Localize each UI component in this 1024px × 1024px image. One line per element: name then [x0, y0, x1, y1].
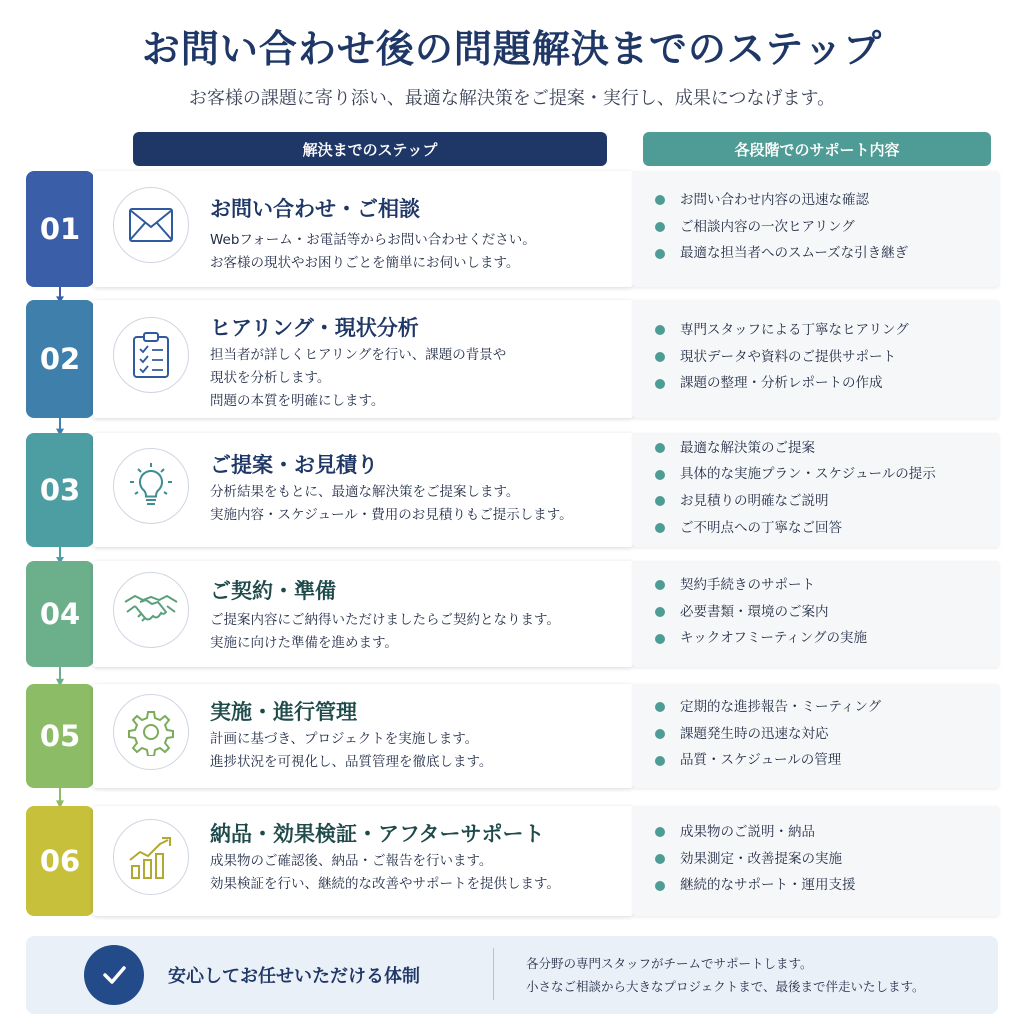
step-description-line: 計画に基づき、プロジェクトを実施します。 — [210, 731, 479, 747]
bullet-dot-icon — [655, 325, 665, 335]
bullet-dot-icon — [655, 881, 665, 891]
footer-title: 安心してお任せいただける体制 — [168, 966, 420, 987]
support-item-text: お見積りの明確なご説明 — [680, 492, 829, 509]
handshake-icon — [113, 572, 189, 648]
step-card — [93, 171, 633, 287]
support-item — [655, 599, 867, 626]
clipboard-checklist-icon — [113, 317, 189, 393]
step-description-line: 進捗状況を可視化し、品質管理を徹底します。 — [210, 754, 493, 770]
checkmark-icon — [84, 945, 144, 1005]
step-number-badge: 01 — [26, 171, 94, 287]
step-title: ご提案・お見積り — [210, 453, 378, 477]
step-description-line: 分析結果をもとに、最適な解決策をご提案します。 — [210, 484, 520, 500]
support-item-text: お問い合わせ内容の迅速な確認 — [680, 192, 869, 209]
support-item-text: 最適な解決策のご提案 — [680, 439, 815, 456]
support-item — [655, 488, 936, 515]
step-row — [0, 300, 1024, 418]
support-item — [655, 461, 936, 488]
step-description — [210, 344, 628, 413]
support-list — [655, 187, 908, 267]
step-description-line: 実施内容・スケジュール・費用のお見積りもご提示します。 — [210, 507, 573, 523]
bullet-dot-icon — [655, 352, 665, 362]
support-box — [633, 806, 999, 916]
support-item-text: ご相談内容の一次ヒアリング — [680, 218, 855, 235]
support-item — [655, 625, 867, 652]
growth-chart-icon — [113, 819, 189, 895]
step-description-line: 担当者が詳しくヒアリングを行い、課題の背景や — [210, 347, 507, 363]
step-row — [0, 684, 1024, 788]
step-title: お問い合わせ・ご相談 — [210, 197, 420, 221]
bullet-dot-icon — [655, 443, 665, 453]
bullet-dot-icon — [655, 854, 665, 864]
step-card — [93, 433, 633, 547]
support-item — [655, 572, 867, 599]
support-item-text: 具体的な実施プラン・スケジュールの提示 — [680, 466, 936, 483]
envelope-icon — [113, 187, 189, 263]
footer-line-2: 小さなご相談から大きなプロジェクトまで、最後まで伴走いたします。 — [526, 979, 925, 994]
gear-icon — [113, 694, 189, 770]
bullet-dot-icon — [655, 470, 665, 480]
step-number-badge: 02 — [26, 300, 94, 418]
bullet-dot-icon — [655, 634, 665, 644]
support-list — [655, 435, 936, 541]
support-item — [655, 846, 856, 873]
support-item-text: 品質・スケジュールの管理 — [680, 752, 842, 769]
step-description — [210, 229, 628, 275]
support-item-text: 成果物のご説明・納品 — [680, 824, 815, 841]
support-box — [633, 171, 999, 287]
bullet-dot-icon — [655, 249, 665, 259]
step-card — [93, 684, 633, 788]
step-title: ヒアリング・現状分析 — [210, 316, 419, 340]
step-description-line: 成果物のご確認後、納品・ご報告を行います。 — [210, 853, 493, 869]
step-number-badge: 04 — [26, 561, 94, 667]
step-description — [210, 728, 628, 774]
step-number-badge: 03 — [26, 433, 94, 547]
footer-banner — [26, 936, 998, 1014]
support-item-text: 効果測定・改善提案の実施 — [680, 850, 842, 867]
support-item — [655, 344, 909, 371]
step-description — [210, 609, 628, 655]
step-row — [0, 433, 1024, 547]
support-item-text: 必要書類・環境のご案内 — [680, 603, 829, 620]
support-item-text: 最適な担当者へのスムーズな引き継ぎ — [680, 245, 909, 262]
support-item — [655, 747, 881, 774]
support-box — [633, 433, 999, 547]
bullet-dot-icon — [655, 496, 665, 506]
step-row — [0, 561, 1024, 667]
support-item-text: 専門スタッフによる丁寧なヒアリング — [680, 322, 909, 339]
support-item-text: 課題発生時の迅速な対応 — [680, 725, 829, 742]
support-item-text: 定期的な進捗報告・ミーティング — [680, 699, 882, 716]
step-description — [210, 481, 628, 527]
support-item-text: 契約手続きのサポート — [680, 577, 815, 594]
support-item-text: 現状データや資料のご提供サポート — [680, 348, 896, 365]
step-row — [0, 171, 1024, 287]
step-row — [0, 806, 1024, 916]
footer-line-1: 各分野の専門スタッフがチームでサポートします。 — [526, 956, 813, 971]
support-item — [655, 819, 856, 846]
bullet-dot-icon — [655, 379, 665, 389]
support-list — [655, 694, 881, 774]
bullet-dot-icon — [655, 607, 665, 617]
bullet-dot-icon — [655, 523, 665, 533]
step-description-line: ご提案内容にご納得いただけましたらご契約となります。 — [210, 612, 560, 628]
support-item-text: キックオフミーティングの実施 — [680, 630, 867, 647]
step-number-badge: 06 — [26, 806, 94, 916]
support-item — [655, 872, 856, 899]
step-description — [210, 850, 628, 896]
support-item — [655, 214, 908, 241]
support-item — [655, 721, 881, 748]
lightbulb-icon — [113, 448, 189, 524]
support-box — [633, 561, 999, 667]
support-item — [655, 515, 936, 542]
column-header-steps: 解決までのステップ — [133, 132, 607, 166]
support-item-text: ご不明点への丁寧なご回答 — [680, 519, 842, 536]
support-list — [655, 572, 867, 652]
page-subtitle: お客様の課題に寄り添い、最適な解決策をご提案・実行し、成果につなげます。 — [188, 88, 836, 109]
bullet-dot-icon — [655, 827, 665, 837]
step-description-line: Webフォーム・お電話等からお問い合わせください。 — [210, 232, 536, 248]
support-list — [655, 317, 909, 397]
step-description-line: 効果検証を行い、継続的な改善やサポートを提供します。 — [210, 876, 560, 892]
step-card — [93, 806, 633, 916]
step-title: 納品・効果検証・アフターサポート — [210, 822, 545, 846]
support-item — [655, 370, 909, 397]
page-title: お問い合わせ後の問題解決までのステップ — [141, 27, 883, 71]
step-number-badge: 05 — [26, 684, 94, 788]
column-header-support: 各段階でのサポート内容 — [643, 132, 991, 166]
support-item — [655, 694, 881, 721]
bullet-dot-icon — [655, 195, 665, 205]
support-box — [633, 300, 999, 418]
support-item-text: 継続的なサポート・運用支援 — [680, 877, 856, 894]
bullet-dot-icon — [655, 222, 665, 232]
step-title: ご契約・準備 — [210, 579, 336, 603]
step-card — [93, 300, 633, 418]
support-box — [633, 684, 999, 788]
bullet-dot-icon — [655, 729, 665, 739]
bullet-dot-icon — [655, 756, 665, 766]
support-item — [655, 240, 908, 267]
step-card — [93, 561, 633, 667]
bullet-dot-icon — [655, 580, 665, 590]
support-item — [655, 187, 908, 214]
step-description-line: 問題の本質を明確にします。 — [210, 393, 385, 409]
footer-divider — [493, 948, 494, 1000]
support-item — [655, 435, 936, 462]
support-list — [655, 819, 856, 899]
bullet-dot-icon — [655, 702, 665, 712]
step-title: 実施・進行管理 — [210, 700, 357, 724]
footer-text — [526, 952, 925, 998]
support-item — [655, 317, 909, 344]
support-item-text: 課題の整理・分析レポートの作成 — [680, 375, 883, 392]
step-description-line: 実施に向けた準備を進めます。 — [210, 635, 398, 651]
step-description-line: 現状を分析します。 — [210, 370, 331, 386]
step-description-line: お客様の現状やお困りごとを簡単にお伺いします。 — [210, 255, 520, 271]
